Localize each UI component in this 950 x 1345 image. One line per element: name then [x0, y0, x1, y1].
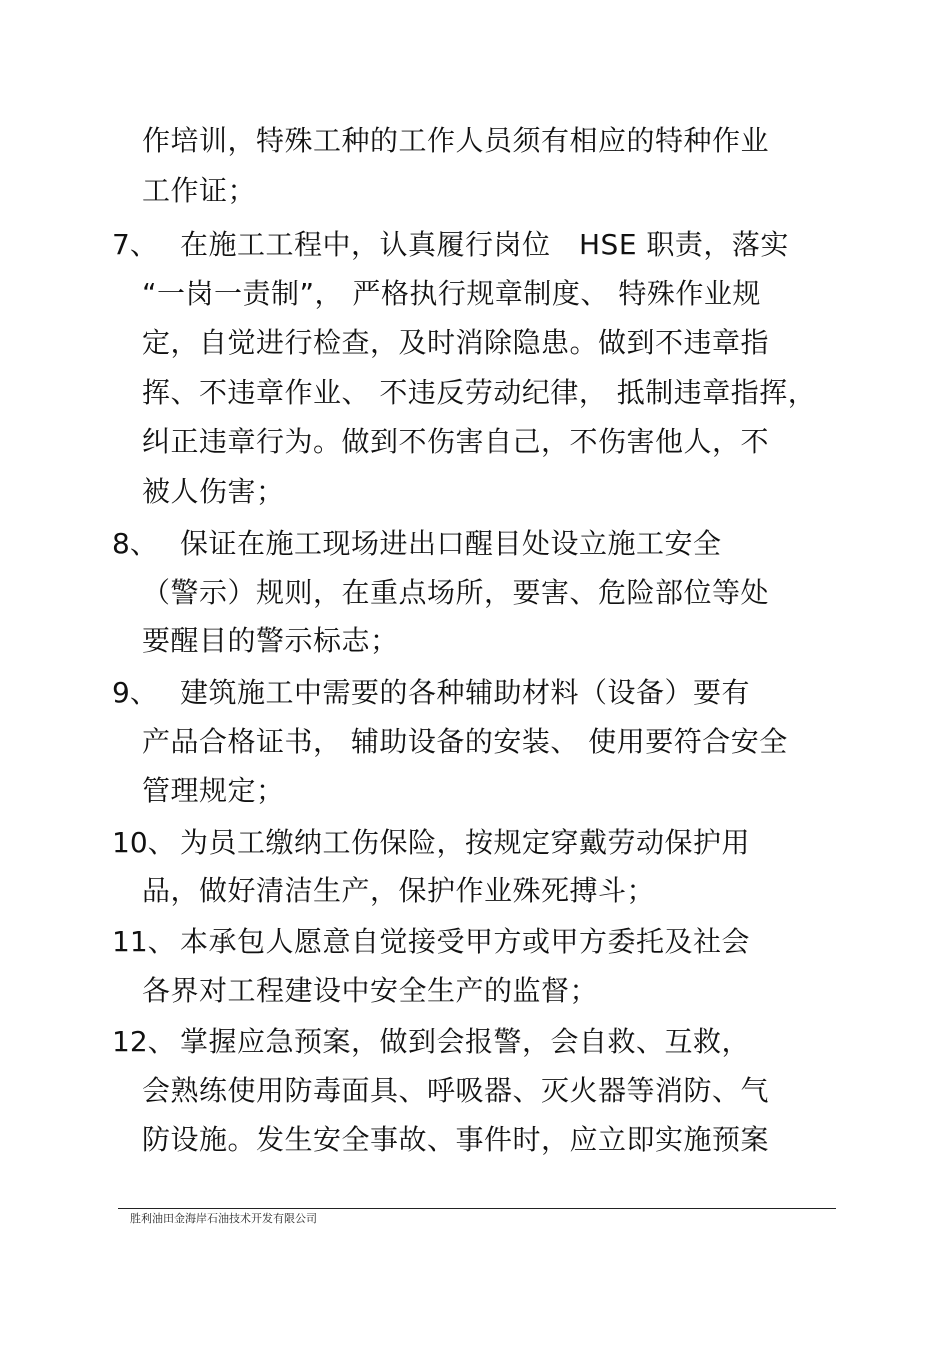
- item-line: 会熟练使用防毒面具、呼吸器、灭火器等消防、气: [142, 1074, 770, 1107]
- item-line: 掌握应急预案，做到会报警，会自救、互救，: [180, 1025, 751, 1058]
- item-line: 定，自觉进行检查，及时消除隐患。做到不违章指: [142, 326, 770, 359]
- item-number: 11、: [112, 925, 176, 958]
- item-number: 8、: [112, 527, 158, 560]
- item-line: 挥、不违章作业、 不违反劳动纪律， 抵制违章指挥，: [142, 376, 817, 409]
- item-line: 产品合格证书， 辅助设备的安装、 使用要符合安全: [142, 725, 788, 758]
- item-line: 品，做好清洁生产，保护作业殊死搏斗；: [142, 874, 656, 907]
- continuation-line: 作培训，特殊工种的工作人员须有相应的特种作业: [142, 124, 770, 157]
- item-line: 防设施。发生安全事故、事件时，应立即实施预案: [142, 1123, 770, 1156]
- item-line: 管理规定；: [142, 774, 285, 807]
- item-line: 被人伤害；: [142, 475, 285, 508]
- footer-company-name: 胜利油田金海岸石油技术开发有限公司: [130, 1212, 317, 1225]
- item-line: 各界对工程建设中安全生产的监督；: [142, 974, 599, 1007]
- item-line: 本承包人愿意自觉接受甲方或甲方委托及社会: [180, 925, 751, 958]
- item-line: （警示）规则，在重点场所，要害、危险部位等处: [142, 576, 770, 609]
- item-number: 9、: [112, 676, 158, 709]
- item-line: “一岗一责制”， 严格执行规章制度、 特殊作业规: [142, 277, 761, 310]
- footer-divider: [118, 1208, 836, 1209]
- item-number: 12、: [112, 1025, 176, 1058]
- continuation-line: 工作证；: [142, 174, 257, 207]
- item-line: 纠正违章行为。做到不伤害自己，不伤害他人，不: [142, 425, 770, 458]
- item-line: 要醒目的警示标志；: [142, 624, 399, 657]
- item-line: 建筑施工中需要的各种辅助材料（设备）要有: [180, 676, 751, 709]
- item-line: 为员工缴纳工伤保险，按规定穿戴劳动保护用: [180, 826, 751, 859]
- item-number: 7、: [112, 228, 158, 261]
- item-line: 保证在施工现场进出口醒目处设立施工安全: [180, 527, 722, 560]
- item-line: 在施工工程中，认真履行岗位 HSE 职责，落实: [180, 228, 789, 261]
- item-number: 10、: [112, 826, 176, 859]
